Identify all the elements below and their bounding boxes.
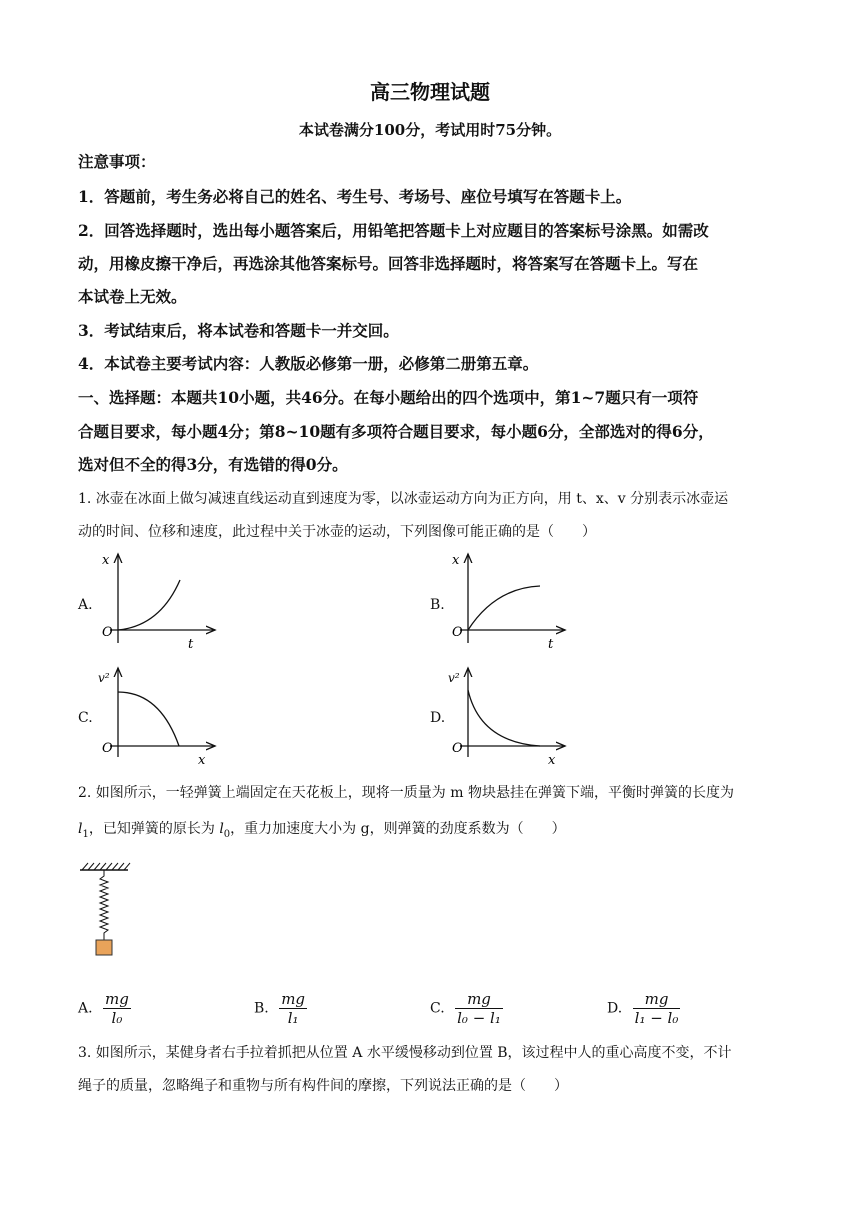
- section-heading: 一、选择题：本题共10小题，共46分。在每小题给出的四个选项中，第1~7题只有一项符: [78, 388, 699, 407]
- q2-b-numerator: mg: [281, 990, 306, 1008]
- q1-d-x-label: x: [548, 753, 556, 768]
- q2-c-denominator: l₀ − l₁: [457, 1009, 501, 1027]
- q2-option-b: [254, 990, 307, 1027]
- q1-a-x-label: t: [188, 637, 194, 652]
- question-3-text: 绳子的质量，忽略绳子和重物与所有构件间的摩擦，下列说法正确的是（ ）: [78, 1078, 568, 1094]
- q1-d-origin: O: [452, 741, 463, 756]
- q1-graph-b: [440, 548, 570, 658]
- q2-c-numerator: mg: [467, 990, 491, 1008]
- question-1-text: 1. 冰壶在冰面上做匀减速直线运动直到速度为零，以冰壶运动方向为正方向，用 t、x、v 分别表示冰壶运: [78, 491, 729, 507]
- q1-c-origin: O: [102, 741, 113, 756]
- q1-a-origin: O: [102, 625, 113, 640]
- question-2-text: 2. 如图所示，一轻弹簧上端固定在天花板上，现将一质量为 m 物块悬挂在弹簧下端，平衡时弹簧的长度为: [78, 785, 734, 801]
- symbol-l1: l: [78, 821, 83, 837]
- q2-option-a: [78, 990, 131, 1027]
- notice-item: 本试卷上无效。: [78, 287, 187, 306]
- q2-a-denominator: l₀: [103, 1008, 131, 1027]
- symbol-l0-sub: 0: [223, 828, 231, 840]
- q1-b-x-label: t: [548, 637, 554, 652]
- q1-option-c-label: C.: [78, 710, 93, 726]
- q2-option-c: [430, 990, 503, 1027]
- q1-graph-d: [440, 662, 570, 770]
- notice-item: 2．回答选择题时，选出每小题答案后，用铅笔把答题卡上对应题目的答案标号涂黑。如需改: [78, 221, 709, 240]
- q1-graph-c: [90, 662, 220, 770]
- q1-a-y-label: x: [102, 553, 110, 568]
- q2-d-denominator: l₁ − l₀: [634, 1009, 679, 1027]
- symbol-l1-sub: 1: [82, 828, 89, 840]
- q1-option-d-label: D.: [430, 710, 446, 726]
- q1-option-a-label: A.: [78, 597, 93, 613]
- q2-a-numerator: mg: [105, 990, 129, 1008]
- q2-b-denominator: l₁: [279, 1008, 307, 1027]
- q1-d-y-label: v²: [448, 671, 460, 685]
- page-title: 高三物理试题: [370, 80, 490, 104]
- q2-option-b-label: B.: [254, 1000, 269, 1017]
- text-fragment: ，重力加速度大小为 g，则弹簧的劲度系数为（ ）: [230, 821, 566, 837]
- notice-heading: 注意事项：: [78, 152, 156, 171]
- section-text: 合题目要求，每小题4分；第8~10题有多项符合题目要求，每小题6分，全部选对的得6分，: [78, 422, 714, 441]
- q1-option-b-label: B.: [430, 597, 445, 613]
- spring-diagram: [78, 860, 134, 960]
- q2-option-d: [607, 990, 680, 1027]
- notice-item: 4．本试卷主要考试内容：人教版必修第一册，必修第二册第五章。: [78, 354, 539, 373]
- notice-item: 动，用橡皮擦干净后，再选涂其他答案标号。回答非选择题时，将答案写在答题卡上。写在: [78, 254, 699, 273]
- question-2-text: [78, 818, 788, 846]
- q1-b-origin: O: [452, 625, 463, 640]
- notice-item: 1．答题前，考生务必将自己的姓名、考生号、考场号、座位号填写在答题卡上。: [78, 187, 632, 206]
- q1-c-x-label: x: [198, 753, 206, 768]
- q2-d-numerator: mg: [644, 990, 669, 1008]
- q2-option-c-label: C.: [430, 1000, 445, 1017]
- notice-item: 3．考试结束后，将本试卷和答题卡一并交回。: [78, 321, 399, 340]
- question-3-text: 3. 如图所示，某健身者右手拉着抓把从位置 A 水平缓慢移动到位置 B，该过程中人的重心高度不变，不计: [78, 1045, 732, 1061]
- question-1-text: 动的时间、位移和速度，此过程中关于冰壶的运动，下列图像可能正确的是（ ）: [78, 524, 596, 540]
- section-text: 选对但不全的得3分，有选错的得0分。: [78, 455, 348, 474]
- q2-option-a-label: A.: [78, 1000, 93, 1017]
- q1-graph-a: [90, 548, 220, 658]
- symbol-l0: l: [219, 821, 224, 837]
- q1-b-y-label: x: [452, 553, 460, 568]
- q1-c-y-label: v²: [98, 671, 110, 685]
- exam-info: 本试卷满分100分，考试用时75分钟。: [298, 121, 562, 139]
- q2-option-d-label: D.: [607, 1000, 623, 1017]
- text-fragment: ，已知弹簧的原长为: [88, 821, 220, 837]
